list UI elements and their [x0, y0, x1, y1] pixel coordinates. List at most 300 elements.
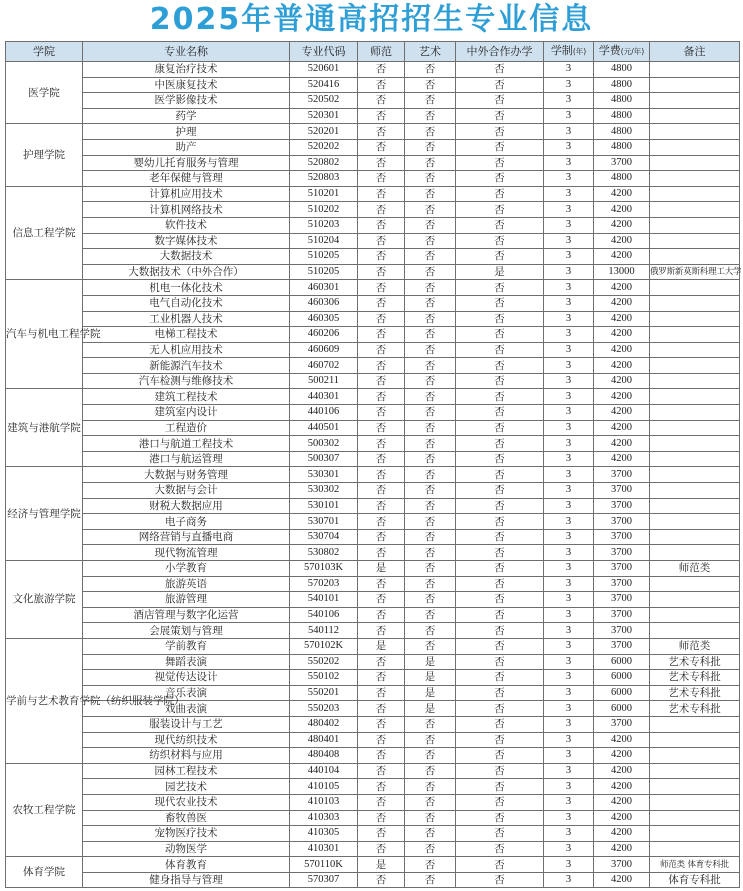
note-text [650, 202, 740, 218]
coop-flag: 否 [456, 405, 544, 421]
normal-flag: 否 [358, 186, 405, 202]
years-value: 3 [544, 62, 594, 78]
major-code: 510202 [290, 202, 358, 218]
fee-value: 4200 [594, 826, 650, 842]
years-value: 3 [544, 217, 594, 233]
major-code: 460301 [290, 280, 358, 296]
fee-value: 4200 [594, 217, 650, 233]
major-name: 港口与航运管理 [83, 451, 290, 467]
header-college: 学院 [6, 42, 83, 62]
major-code: 410103 [290, 794, 358, 810]
years-value: 3 [544, 561, 594, 577]
normal-flag: 否 [358, 514, 405, 530]
art-flag: 否 [405, 779, 456, 795]
coop-flag: 否 [456, 529, 544, 545]
fee-value: 4200 [594, 373, 650, 389]
years-value: 3 [544, 389, 594, 405]
major-name: 畜牧兽医 [83, 810, 290, 826]
major-name: 戏曲表演 [83, 701, 290, 717]
note-text [650, 451, 740, 467]
coop-flag: 否 [456, 654, 544, 670]
years-value: 3 [544, 638, 594, 654]
fee-value: 6000 [594, 670, 650, 686]
coop-flag: 否 [456, 139, 544, 155]
college-name: 汽车与机电工程学院 [6, 280, 83, 389]
major-code: 510205 [290, 249, 358, 265]
normal-flag: 否 [358, 841, 405, 857]
major-code: 480401 [290, 732, 358, 748]
art-flag: 否 [405, 607, 456, 623]
major-name: 数字媒体技术 [83, 233, 290, 249]
major-name: 电子商务 [83, 514, 290, 530]
header-fee-label: 学费 [598, 44, 621, 57]
art-flag: 否 [405, 280, 456, 296]
years-value: 3 [544, 514, 594, 530]
art-flag: 否 [405, 327, 456, 343]
coop-flag: 否 [456, 93, 544, 109]
normal-flag: 否 [358, 763, 405, 779]
fee-value: 4200 [594, 358, 650, 374]
normal-flag: 否 [358, 217, 405, 233]
years-value: 3 [544, 654, 594, 670]
fee-value: 4200 [594, 436, 650, 452]
note-text [650, 467, 740, 483]
major-code: 460609 [290, 342, 358, 358]
fee-value: 4800 [594, 171, 650, 187]
note-text [650, 732, 740, 748]
years-value: 3 [544, 280, 594, 296]
normal-flag: 否 [358, 576, 405, 592]
normal-flag: 否 [358, 155, 405, 171]
coop-flag: 否 [456, 202, 544, 218]
fee-value: 6000 [594, 701, 650, 717]
coop-flag: 否 [456, 295, 544, 311]
note-text [650, 249, 740, 265]
note-text [650, 436, 740, 452]
coop-flag: 否 [456, 249, 544, 265]
normal-flag: 否 [358, 467, 405, 483]
table-row [6, 62, 740, 78]
major-name: 现代农业技术 [83, 794, 290, 810]
note-text [650, 779, 740, 795]
years-value: 3 [544, 311, 594, 327]
major-name: 视觉传达设计 [83, 670, 290, 686]
major-name: 现代纺织技术 [83, 732, 290, 748]
coop-flag: 否 [456, 389, 544, 405]
table-row [6, 171, 740, 187]
art-flag: 是 [405, 701, 456, 717]
art-flag: 否 [405, 467, 456, 483]
major-code: 510204 [290, 233, 358, 249]
coop-flag: 否 [456, 171, 544, 187]
art-flag: 是 [405, 685, 456, 701]
major-name: 学前教育 [83, 638, 290, 654]
art-flag: 否 [405, 93, 456, 109]
major-code: 410105 [290, 779, 358, 795]
normal-flag: 否 [358, 171, 405, 187]
table-row [6, 249, 740, 265]
major-name: 康复治疗技术 [83, 62, 290, 78]
table-row [6, 327, 740, 343]
coop-flag: 否 [456, 373, 544, 389]
major-name: 小学教育 [83, 561, 290, 577]
coop-flag: 否 [456, 841, 544, 857]
college-name: 建筑与港航学院 [6, 389, 83, 467]
fee-value: 4200 [594, 732, 650, 748]
fee-value: 4200 [594, 810, 650, 826]
table-row [6, 467, 740, 483]
table-row [6, 155, 740, 171]
note-text [650, 841, 740, 857]
coop-flag: 否 [456, 794, 544, 810]
normal-flag: 否 [358, 732, 405, 748]
coop-flag: 否 [456, 62, 544, 78]
art-flag: 否 [405, 358, 456, 374]
college-name: 文化旅游学院 [6, 561, 83, 639]
art-flag: 否 [405, 748, 456, 764]
table-row [6, 872, 740, 888]
table-row [6, 295, 740, 311]
table-header-row [6, 42, 740, 62]
fee-value: 4200 [594, 451, 650, 467]
years-value: 3 [544, 498, 594, 514]
coop-flag: 否 [456, 108, 544, 124]
art-flag: 否 [405, 436, 456, 452]
years-value: 3 [544, 202, 594, 218]
normal-flag: 否 [358, 358, 405, 374]
normal-flag: 否 [358, 529, 405, 545]
fee-value: 4200 [594, 779, 650, 795]
normal-flag: 否 [358, 202, 405, 218]
fee-value: 3700 [594, 483, 650, 499]
table-row [6, 436, 740, 452]
major-name: 无人机应用技术 [83, 342, 290, 358]
note-text: 师范类 体育专科批 [650, 857, 740, 873]
major-code: 520502 [290, 93, 358, 109]
table-row [6, 514, 740, 530]
table-row [6, 373, 740, 389]
table-row [6, 561, 740, 577]
major-code: 570110K [290, 857, 358, 873]
normal-flag: 否 [358, 545, 405, 561]
art-flag: 否 [405, 451, 456, 467]
note-text [650, 405, 740, 421]
major-name: 健身指导与管理 [83, 872, 290, 888]
normal-flag: 否 [358, 498, 405, 514]
years-value: 3 [544, 576, 594, 592]
major-name: 旅游英语 [83, 576, 290, 592]
years-value: 3 [544, 623, 594, 639]
note-text: 师范类 [650, 561, 740, 577]
table-row [6, 108, 740, 124]
art-flag: 否 [405, 139, 456, 155]
note-text [650, 623, 740, 639]
coop-flag: 否 [456, 436, 544, 452]
normal-flag: 否 [358, 810, 405, 826]
table-row [6, 280, 740, 296]
art-flag: 否 [405, 420, 456, 436]
coop-flag: 否 [456, 763, 544, 779]
fee-value: 3700 [594, 623, 650, 639]
fee-value: 4200 [594, 327, 650, 343]
major-code: 540106 [290, 607, 358, 623]
years-value: 3 [544, 420, 594, 436]
note-text [650, 810, 740, 826]
art-flag: 否 [405, 857, 456, 873]
header-years-label: 学制 [550, 44, 573, 57]
years-value: 3 [544, 810, 594, 826]
fee-value: 3700 [594, 576, 650, 592]
major-code: 520802 [290, 155, 358, 171]
art-flag: 否 [405, 295, 456, 311]
major-name: 老年保健与管理 [83, 171, 290, 187]
normal-flag: 否 [358, 794, 405, 810]
normal-flag: 否 [358, 436, 405, 452]
major-name: 计算机网络技术 [83, 202, 290, 218]
fee-value: 4200 [594, 420, 650, 436]
coop-flag: 否 [456, 498, 544, 514]
coop-flag: 否 [456, 872, 544, 888]
normal-flag: 是 [358, 638, 405, 654]
normal-flag: 否 [358, 623, 405, 639]
major-name: 中医康复技术 [83, 77, 290, 93]
normal-flag: 否 [358, 592, 405, 608]
coop-flag: 否 [456, 483, 544, 499]
normal-flag: 否 [358, 420, 405, 436]
note-text [650, 748, 740, 764]
major-code: 520803 [290, 171, 358, 187]
note-text: 艺术专科批 [650, 654, 740, 670]
note-text [650, 342, 740, 358]
majors-table [5, 41, 740, 888]
header-art: 艺术 [405, 42, 456, 62]
coop-flag: 否 [456, 670, 544, 686]
major-name: 现代物流管理 [83, 545, 290, 561]
normal-flag: 否 [358, 77, 405, 93]
art-flag: 是 [405, 670, 456, 686]
years-value: 3 [544, 701, 594, 717]
years-value: 3 [544, 342, 594, 358]
art-flag: 否 [405, 841, 456, 857]
coop-flag: 否 [456, 623, 544, 639]
major-name: 工程造价 [83, 420, 290, 436]
coop-flag: 否 [456, 685, 544, 701]
art-flag: 否 [405, 171, 456, 187]
major-code: 480402 [290, 716, 358, 732]
college-name: 经济与管理学院 [6, 467, 83, 561]
header-note: 备注 [650, 42, 740, 62]
table-row [6, 186, 740, 202]
major-name: 机电一体化技术 [83, 280, 290, 296]
coop-flag: 否 [456, 124, 544, 140]
major-name: 大数据技术 [83, 249, 290, 265]
years-value: 3 [544, 124, 594, 140]
fee-value: 3700 [594, 607, 650, 623]
table-row [6, 342, 740, 358]
coop-flag: 否 [456, 857, 544, 873]
table-row [6, 670, 740, 686]
major-name: 动物医学 [83, 841, 290, 857]
art-flag: 否 [405, 514, 456, 530]
years-value: 3 [544, 171, 594, 187]
fee-value: 4200 [594, 841, 650, 857]
major-name: 工业机器人技术 [83, 311, 290, 327]
fee-value: 4800 [594, 139, 650, 155]
art-flag: 否 [405, 561, 456, 577]
note-text [650, 295, 740, 311]
major-name: 建筑室内设计 [83, 405, 290, 421]
table-body [6, 62, 740, 888]
art-flag: 否 [405, 311, 456, 327]
note-text [650, 389, 740, 405]
normal-flag: 否 [358, 670, 405, 686]
coop-flag: 否 [456, 545, 544, 561]
note-text [650, 545, 740, 561]
major-code: 460306 [290, 295, 358, 311]
years-value: 3 [544, 451, 594, 467]
header-coop: 中外合作办学 [456, 42, 544, 62]
note-text [650, 93, 740, 109]
major-name: 园艺技术 [83, 779, 290, 795]
coop-flag: 否 [456, 233, 544, 249]
coop-flag: 否 [456, 327, 544, 343]
table-row [6, 794, 740, 810]
normal-flag: 否 [358, 654, 405, 670]
years-value: 3 [544, 155, 594, 171]
table-row [6, 732, 740, 748]
coop-flag: 否 [456, 155, 544, 171]
note-text [650, 794, 740, 810]
major-code: 410303 [290, 810, 358, 826]
coop-flag: 否 [456, 280, 544, 296]
page-title: 2025年普通高招招生专业信息 [149, 2, 594, 37]
art-flag: 否 [405, 233, 456, 249]
major-name: 网络营销与直播电商 [83, 529, 290, 545]
art-flag: 否 [405, 342, 456, 358]
table-row [6, 545, 740, 561]
normal-flag: 否 [358, 327, 405, 343]
normal-flag: 否 [358, 93, 405, 109]
note-text [650, 716, 740, 732]
major-code: 530302 [290, 483, 358, 499]
header-code: 专业代码 [290, 42, 358, 62]
coop-flag: 否 [456, 451, 544, 467]
normal-flag: 否 [358, 373, 405, 389]
art-flag: 否 [405, 623, 456, 639]
major-name: 音乐表演 [83, 685, 290, 701]
years-value: 3 [544, 763, 594, 779]
art-flag: 否 [405, 389, 456, 405]
major-code: 570103K [290, 561, 358, 577]
major-name: 服装设计与工艺 [83, 716, 290, 732]
art-flag: 是 [405, 654, 456, 670]
table-row [6, 592, 740, 608]
table-row [6, 529, 740, 545]
table-row [6, 389, 740, 405]
art-flag: 否 [405, 716, 456, 732]
fee-value: 4200 [594, 202, 650, 218]
major-name: 软件技术 [83, 217, 290, 233]
normal-flag: 否 [358, 124, 405, 140]
college-name: 信息工程学院 [6, 186, 83, 280]
table-row [6, 607, 740, 623]
fee-value: 4800 [594, 93, 650, 109]
years-value: 3 [544, 249, 594, 265]
art-flag: 否 [405, 483, 456, 499]
art-flag: 否 [405, 872, 456, 888]
major-code: 530802 [290, 545, 358, 561]
major-code: 540101 [290, 592, 358, 608]
table-row [6, 139, 740, 155]
note-text [650, 233, 740, 249]
note-text [650, 311, 740, 327]
major-name: 港口与航道工程技术 [83, 436, 290, 452]
normal-flag: 否 [358, 264, 405, 280]
table-row [6, 77, 740, 93]
major-code: 520601 [290, 62, 358, 78]
art-flag: 否 [405, 249, 456, 265]
table-row [6, 93, 740, 109]
major-name: 大数据与财务管理 [83, 467, 290, 483]
note-text [650, 483, 740, 499]
art-flag: 否 [405, 576, 456, 592]
normal-flag: 否 [358, 280, 405, 296]
fee-value: 6000 [594, 654, 650, 670]
header-fee-unit: (元/年) [620, 47, 645, 56]
note-text: 艺术专科批 [650, 670, 740, 686]
note-text [650, 124, 740, 140]
years-value: 3 [544, 779, 594, 795]
college-name: 学前与艺术教育学院（纺织服装学院） [6, 638, 83, 763]
normal-flag: 否 [358, 826, 405, 842]
art-flag: 否 [405, 264, 456, 280]
years-value: 3 [544, 93, 594, 109]
major-code: 500307 [290, 451, 358, 467]
art-flag: 否 [405, 498, 456, 514]
years-value: 3 [544, 77, 594, 93]
major-name: 护理 [83, 124, 290, 140]
years-value: 3 [544, 373, 594, 389]
major-code: 510205 [290, 264, 358, 280]
normal-flag: 否 [358, 62, 405, 78]
art-flag: 否 [405, 826, 456, 842]
major-code: 530701 [290, 514, 358, 530]
years-value: 3 [544, 139, 594, 155]
coop-flag: 否 [456, 514, 544, 530]
coop-flag: 否 [456, 342, 544, 358]
years-value: 3 [544, 529, 594, 545]
fee-value: 4200 [594, 311, 650, 327]
table-row [6, 405, 740, 421]
note-text [650, 171, 740, 187]
normal-flag: 否 [358, 139, 405, 155]
major-name: 财税大数据应用 [83, 498, 290, 514]
note-text [650, 607, 740, 623]
years-value: 3 [544, 732, 594, 748]
header-normal: 师范 [358, 42, 405, 62]
coop-flag: 否 [456, 467, 544, 483]
art-flag: 否 [405, 545, 456, 561]
note-text [650, 420, 740, 436]
table-row [6, 857, 740, 873]
years-value: 3 [544, 358, 594, 374]
fee-value: 3700 [594, 716, 650, 732]
header-years-unit: (年) [572, 47, 587, 56]
header-fee [594, 42, 650, 62]
coop-flag: 否 [456, 701, 544, 717]
years-value: 3 [544, 483, 594, 499]
table-row [6, 576, 740, 592]
